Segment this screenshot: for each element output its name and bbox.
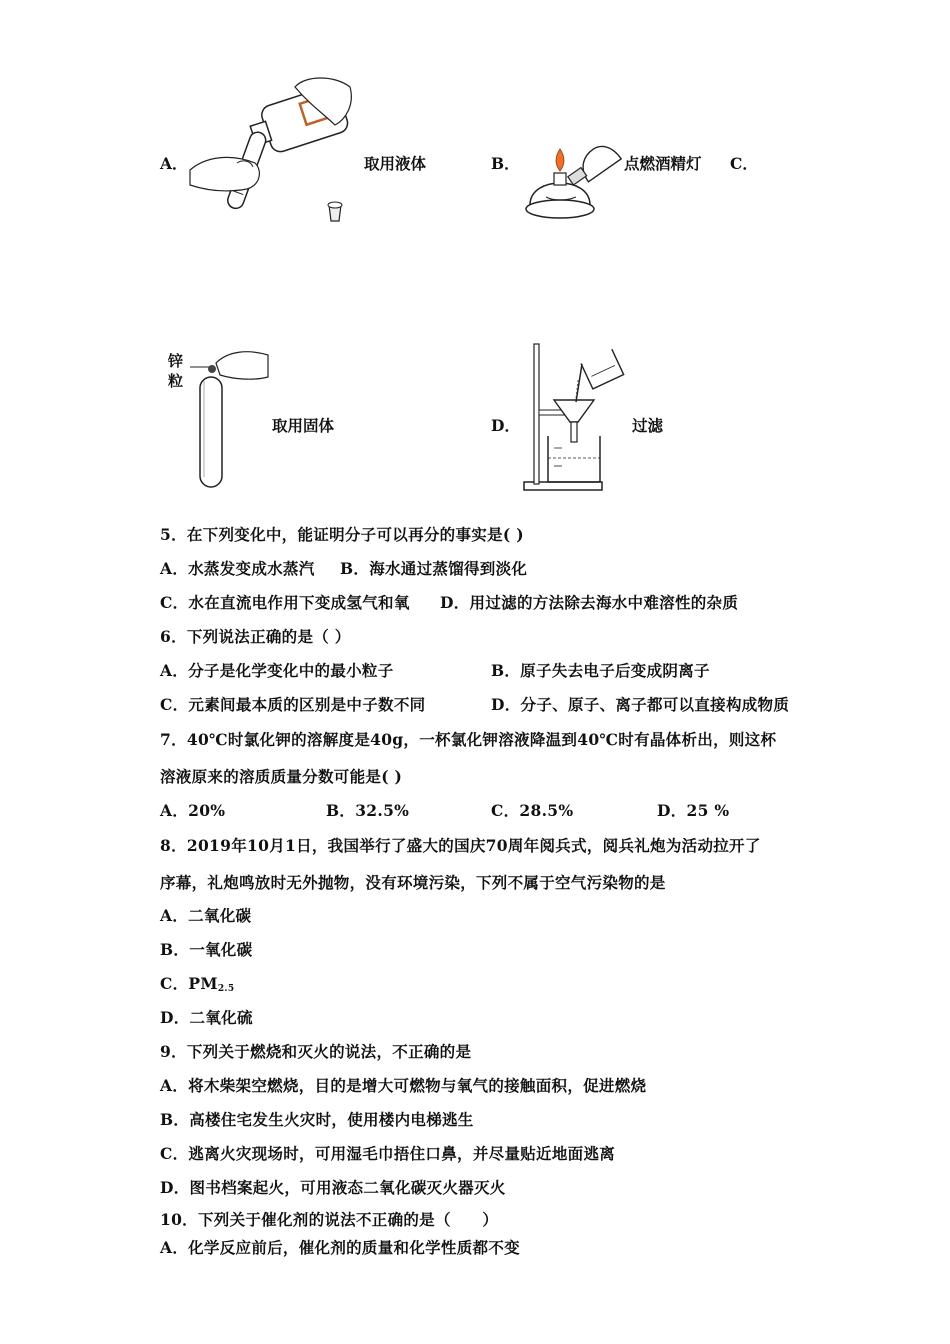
q7-stem-line1: 7．40℃时氯化钾的溶解度是40g，一杯氯化钾溶液降温到40℃时有晶体析出，则这杯	[160, 730, 777, 749]
q9-option-c: C．逃离火灾现场时，可用湿毛巾捂住口鼻，并尽量贴近地面逃离	[160, 1144, 616, 1163]
q7-stem-line2: 溶液原来的溶质质量分数可能是( )	[160, 767, 403, 786]
option-b-letter: B．	[491, 154, 520, 173]
q10-stem: 10．下列关于催化剂的说法不正确的是（ ）	[160, 1210, 499, 1229]
caption-filtration: 过滤	[632, 416, 664, 435]
take-solid-illustration	[188, 345, 273, 493]
q6-option-d: D．分子、原子、离子都可以直接构成物质	[491, 695, 790, 714]
q8-stem-line2: 序幕，礼炮鸣放时无外抛物，没有环境污染，下列不属于空气污染物的是	[160, 873, 666, 892]
q10-option-a: A．化学反应前后，催化剂的质量和化学性质都不变	[160, 1238, 520, 1257]
q7-option-c: C．28.5%	[491, 801, 574, 820]
zinc-label-1: 锌	[168, 352, 184, 370]
q9-option-d: D．图书档案起火，可用液态二氧化碳灭火器灭火	[160, 1178, 506, 1197]
q9-option-a: A．将木柴架空燃烧，目的是增大可燃物与氧气的接触面积，促进燃烧	[160, 1076, 647, 1095]
option-c-letter: C．	[730, 154, 758, 173]
q7-option-b: B．32.5%	[326, 801, 410, 820]
q6-option-c: C．元素间最本质的区别是中子数不同	[160, 695, 426, 714]
alcohol-lamp-illustration	[520, 135, 620, 227]
q6-stem: 6．下列说法正确的是（ ）	[160, 627, 351, 646]
q9-option-b: B．高楼住宅发生火灾时，使用楼内电梯逃生	[160, 1110, 474, 1129]
q8-option-d: D．二氧化硫	[160, 1008, 253, 1027]
q8-stem-line1: 8．2019年10月1日，我国举行了盛大的国庆70周年阅兵式，阅兵礼炮为活动拉开了	[160, 836, 761, 855]
q8-option-b: B．一氧化碳	[160, 940, 253, 959]
q9-stem: 9．下列关于燃烧和灭火的说法，不正确的是	[160, 1042, 472, 1061]
caption-take-liquid: 取用液体	[364, 154, 427, 173]
pour-liquid-illustration	[185, 75, 360, 225]
q6-option-b: B．原子失去电子后变成阴离子	[491, 661, 710, 680]
q5-option-b: B．海水通过蒸馏得到淡化	[340, 559, 528, 578]
q5-option-c: C．水在直流电作用下变成氢气和氧	[160, 593, 410, 612]
q7-option-a: A．20%	[160, 801, 226, 820]
zinc-label-2: 粒	[168, 372, 184, 390]
q8-option-c	[160, 972, 234, 994]
caption-light-lamp: 点燃酒精灯	[624, 154, 702, 173]
filtration-illustration	[520, 340, 630, 492]
q8-option-c-text: C．PM	[160, 974, 218, 993]
option-a-letter: A．	[160, 154, 188, 173]
q8-option-c-subscript: 2.5	[217, 984, 235, 994]
q5-option-a: A．水蒸发变成水蒸汽	[160, 559, 315, 578]
q7-option-d: D．25 %	[657, 801, 730, 820]
q6-option-a: A．分子是化学变化中的最小粒子	[160, 661, 394, 680]
option-d-letter: D．	[491, 416, 520, 435]
q5-option-d: D．用过滤的方法除去海水中难溶性的杂质	[440, 593, 739, 612]
caption-take-solid: 取用固体	[272, 416, 335, 435]
q8-option-a: A．二氧化碳	[160, 906, 252, 925]
q5-stem: 5．在下列变化中，能证明分子可以再分的事实是( )	[160, 525, 524, 544]
